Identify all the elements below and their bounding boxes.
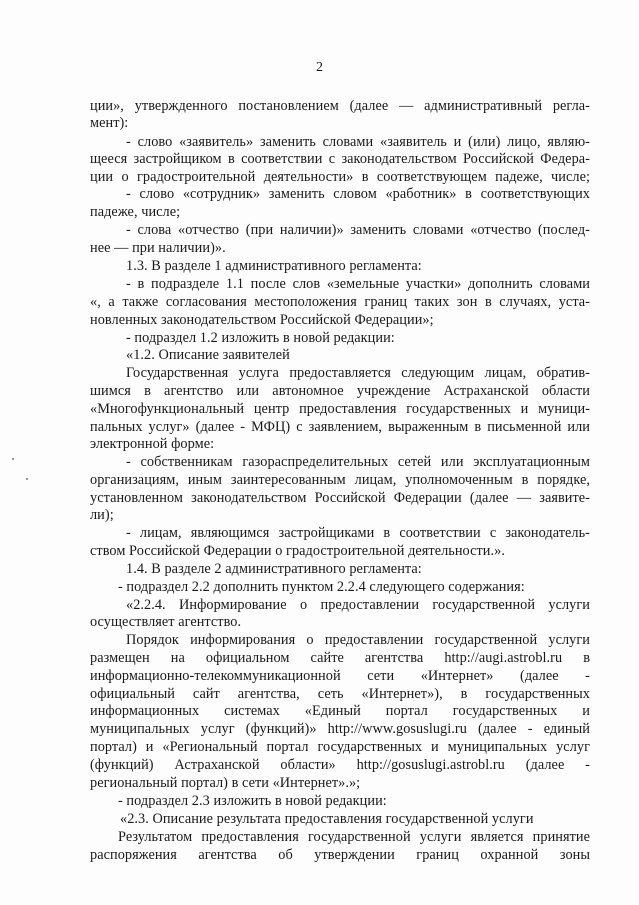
text-line: щееся застройщиком в соответствии с законодательством Российской Федера- bbox=[90, 151, 590, 167]
scan-speck bbox=[26, 478, 28, 480]
text-line: шимся в агентство или автономное учреждение Астраханской области bbox=[90, 383, 590, 399]
text-line: «2.2.4. Информирование о предоставлении государственной услуги bbox=[126, 597, 590, 613]
text-line: новленных законодательством Российской Федерации»; bbox=[90, 312, 434, 328]
text-line: (функций) Астраханской области» http://gosuslugi.astrobl.ru (далее - bbox=[90, 757, 590, 773]
text-line: ции», утвержденного постановлением (далее — административный регла- bbox=[90, 98, 590, 114]
text-line: - слова «отчество (при наличии)» заменить словами «отчество (послед- bbox=[126, 222, 590, 238]
text-line: - лицам, являющимся застройщиками в соответствии с законодатель- bbox=[126, 525, 590, 541]
text-line: осуществляет агентство. bbox=[90, 614, 242, 630]
text-line: информационных системах «Единый портал государственных и bbox=[90, 703, 590, 719]
text-line: - подраздел 2.2 дополнить пунктом 2.2.4 следующего содержания: bbox=[118, 579, 525, 595]
text-line: 1.4. В разделе 2 административного регламента: bbox=[126, 561, 422, 577]
text-line: мент): bbox=[90, 115, 129, 131]
text-line: ством Российской Федерации о градостроительной деятельности.». bbox=[90, 543, 505, 559]
text-line: Результатом предоставления государственной услуги является принятие bbox=[118, 829, 590, 845]
text-line: - подраздел 1.2 изложить в новой редакции: bbox=[126, 330, 395, 346]
text-line: пальных услуг» (далее - МФЦ) с заявлением, выраженным в письменной или bbox=[90, 419, 590, 435]
page-number: 2 bbox=[316, 60, 323, 75]
text-line: региональный портал) в сети «Интернет».»; bbox=[90, 775, 361, 791]
text-line: информационно-телекоммуникационной сети «Интернет» (далее - bbox=[90, 668, 590, 684]
text-line: - подраздел 2.3 изложить в новой редакции: bbox=[118, 793, 387, 809]
text-line: «2.3. Описание результата предоставления государственной услуги bbox=[120, 811, 534, 827]
text-line: - слово «сотрудник» заменить словом «работник» в соответствующих bbox=[126, 186, 590, 202]
text-line: муниципальных услуг (функций)» http://www.gosuslugi.ru (далее - единый bbox=[90, 721, 590, 737]
text-line: установленном законодательством Российской Федерации (далее — заявите- bbox=[90, 490, 590, 506]
text-line: падеже, числе; bbox=[90, 204, 181, 220]
scan-speck bbox=[12, 458, 14, 460]
text-line: ли); bbox=[90, 507, 114, 523]
text-line: организациям, иным заинтересованным лицам, уполномоченным в порядке, bbox=[90, 472, 590, 488]
text-line: размещен на официальном сайте агентства http://augi.astrobl.ru в bbox=[90, 650, 590, 666]
text-line: портал) и «Региональный портал государственных и муниципальных услуг bbox=[90, 739, 590, 755]
text-line: нее — при наличии)». bbox=[90, 240, 226, 256]
text-line: распоряжения агентства об утверждении границ охранной зоны bbox=[90, 847, 590, 863]
text-line: - в подразделе 1.1 после слов «земельные участки» дополнить словами bbox=[126, 276, 590, 292]
text-line: - слово «заявитель» заменить словами «заявитель и (или) лицо, являю- bbox=[126, 134, 590, 150]
text-line: Государственная услуга предоставляется следующим лицам, обратив- bbox=[126, 365, 590, 381]
text-line: «1.2. Описание заявителей bbox=[126, 347, 290, 363]
text-line: электронной форме: bbox=[90, 436, 215, 452]
text-line: 1.3. В разделе 1 административного регламента: bbox=[126, 258, 422, 274]
text-line: Порядок информирования о предоставлении государственной услуги bbox=[126, 632, 590, 648]
text-line: «Многофункциональный центр предоставления государственных и муници- bbox=[90, 401, 590, 417]
text-line: «, а также согласования местоположения границ таких зон в случаях, уста- bbox=[90, 294, 590, 310]
text-line: ции о градостроительной деятельности» в соответствующем падеже, числе; bbox=[90, 169, 590, 185]
text-line: - собственникам газораспределительных сетей или эксплуатационным bbox=[126, 454, 590, 470]
text-line: официальный сайт агентства, сеть «Интернет»), в государственных bbox=[90, 686, 590, 702]
